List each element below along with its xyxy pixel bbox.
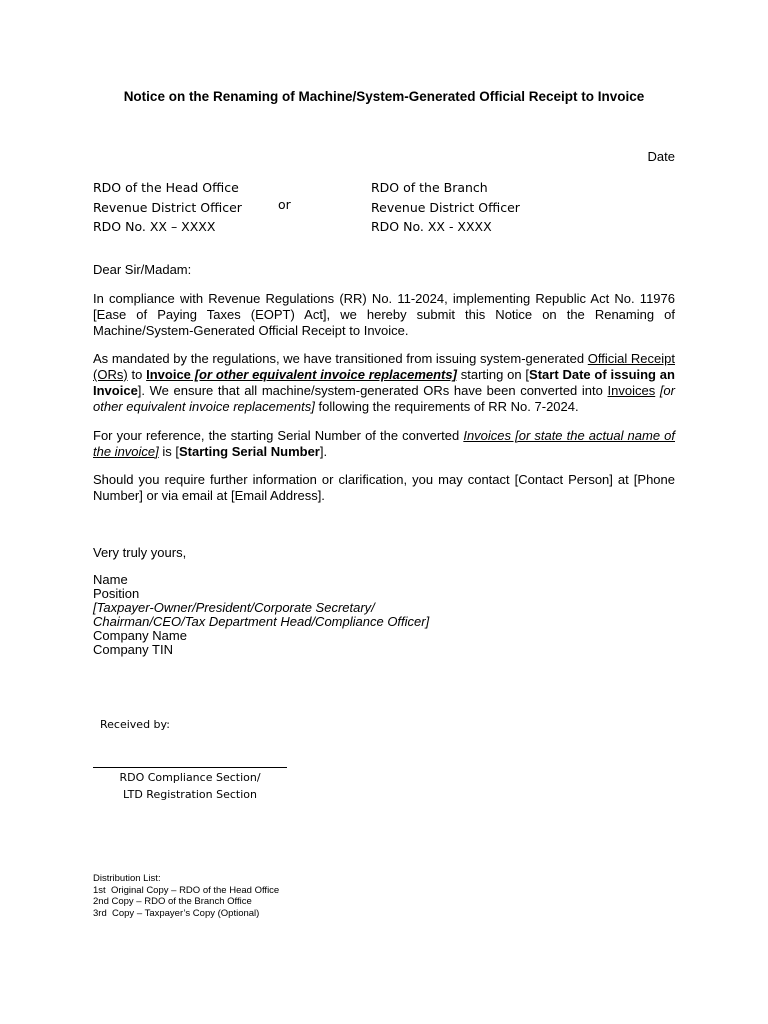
distribution-item: 3rd Copy – Taxpayer’s Copy (Optional)	[93, 907, 260, 919]
italic-text: [or other equivalent invoice replacements]	[93, 383, 675, 414]
addressee-line: RDO No. XX – XXXX	[93, 219, 216, 234]
signatory-roles: Chairman/CEO/Tax Department Head/Compliance Officer]	[93, 614, 430, 629]
bold-italic-text: [or other equivalent invoice replacements]	[190, 367, 457, 382]
addressee-or: or	[278, 197, 291, 212]
company-name: Company Name	[93, 628, 187, 643]
paragraph-contact: Should you require further information or clarification, you may contact [Contact Person] at [Phone Number] or via email at [Email Address].	[93, 472, 675, 503]
underlined-text: Invoices [or state the actual name of the invoice]	[93, 428, 675, 459]
text-span: following the requirements of RR No. 7-2024.	[314, 399, 579, 414]
received-section-line: LTD Registration Section	[123, 788, 257, 801]
addressee-line: RDO of the Head Office	[93, 180, 239, 195]
underlined-text	[146, 367, 457, 382]
addressee-line: RDO No. XX - XXXX	[371, 219, 492, 234]
company-tin: Company TIN	[93, 642, 173, 657]
paragraph-mandate	[93, 351, 675, 415]
received-by-label: Received by:	[100, 718, 170, 731]
text-span: is [	[158, 444, 179, 459]
distribution-heading: Distribution List:	[93, 873, 161, 884]
addressee-line: Revenue District Officer	[93, 199, 242, 215]
text-span: to	[127, 367, 147, 382]
closing: Very truly yours,	[93, 545, 187, 560]
text-span: As mandated by the regulations, we have transitioned from issuing system-generated	[93, 351, 588, 366]
text-span: starting on [	[456, 367, 530, 382]
signature-block	[93, 573, 429, 657]
distribution-item: 2nd Copy – RDO of the Branch Office	[93, 896, 252, 907]
salutation: Dear Sir/Madam:	[93, 262, 192, 277]
paragraph-serial-number	[93, 428, 675, 460]
bold-text: Starting Serial Number	[179, 444, 320, 459]
bold-text: Start Date of issuing an Invoice	[93, 367, 675, 398]
text-span: ]. We ensure that all machine/system-generated ORs have been converted into	[137, 383, 608, 398]
underlined-text: Invoices	[607, 383, 656, 398]
signatory-name: Name	[93, 572, 128, 587]
addressee-line: Revenue District Officer	[371, 199, 520, 215]
signatory-position: Position	[93, 586, 140, 601]
text-span: For your reference, the starting Serial Number of the converted	[93, 428, 464, 443]
bold-text: Invoice	[146, 367, 191, 382]
signatory-roles: [Taxpayer-Owner/President/Corporate Secretary/	[93, 600, 375, 615]
distribution-list	[93, 873, 279, 919]
date-line: Date	[647, 149, 675, 164]
distribution-item: 1st Original Copy – RDO of the Head Office	[93, 884, 280, 896]
addressee-line: RDO of the Branch	[371, 180, 488, 195]
received-section	[93, 769, 287, 803]
received-section-line: RDO Compliance Section/	[119, 771, 261, 784]
text-span: ].	[319, 444, 328, 459]
underlined-text: Official Receipt (ORs)	[93, 351, 675, 382]
signature-line	[93, 767, 287, 768]
notice-title: Notice on the Renaming of Machine/System-Generated Official Receipt to Invoice	[123, 89, 645, 104]
addressee-branch	[371, 178, 520, 237]
addressee-head-office	[93, 178, 242, 237]
paragraph-compliance: In compliance with Revenue Regulations (RR) No. 11-2024, implementing Republic Act No. 11976 [Ease of Paying Taxes (EOPT) Act], we hereby submit this Notice on the Renaming of Machine/System-Generated Official Receipt to Invoice.	[93, 291, 675, 338]
